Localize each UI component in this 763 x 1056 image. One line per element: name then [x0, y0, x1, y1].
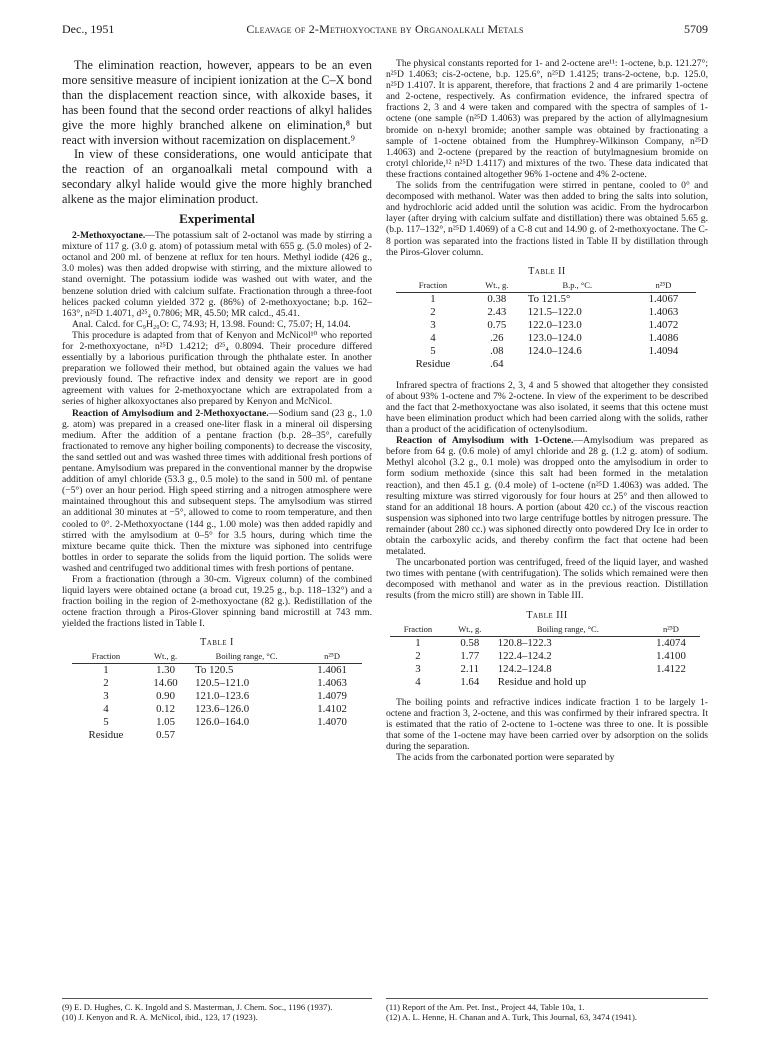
table-cell: 3: [103, 690, 109, 703]
table1-caption: Table I: [200, 637, 234, 649]
table-row: [396, 292, 696, 306]
table-cell: .64: [490, 357, 504, 370]
fractionation-paragraph: From a fractionation (through a 30-cm. Vigreux column) of the combined liquid layers were obtained octane (a broad cut, 19.25 g., b.p. 118–132°) and a fraction boiling in the region of 2-methoxyoctane (82 g.). Redistillation of the octene fraction through a Piros-Glover spinning band microstill at 743 mm. yielded the fractions listed in Table I.: [62, 573, 372, 630]
footnote-10: (10) J. Kenyon and R. A. McNicol, ibid., 123, 17 (1923).: [62, 1012, 258, 1023]
table-cell: 1: [415, 636, 421, 649]
left-column: [62, 58, 372, 742]
octene-reaction-paragraph: Reaction of Amylsodium with 1-Octene.—Amylsodium was prepared as before from 64 g. (0.6 mole) of amyl chloride and 28 g. (1.2 g. atom) of sodium. Methyl alcohol (3.2 g., 0.1 mole) was dropped onto the amylsodium in order to form sodium methoxide (since this salt had been formed in the metalation reaction), and then 45.1 g. (0.4 mole) of 1-octene (n²⁵D 1.4063) was added. The resulting mixture was stirred vigorously for four hours at 25° and then allowed to stand for an additional 18 hours. A portion (about 420 cc.) of the viscous reaction suspension was siphoned into two large centrifuge bottles by nitrogen pressure. The remainder (about 280 cc.) was siphoned directly onto powdered Dry Ice in order to obtain the carboxylic acids, and thereby confirm the fact that octene had been metalated.: [386, 435, 708, 558]
table-cell: 121.5–122.0: [527, 305, 582, 318]
table-cell: 121.0–123.6: [195, 690, 250, 703]
solids-paragraph: The solids from the centrifugation were stirred in pentane, cooled to 0° and decomposed with methanol. Water was then added to bring the salts into solution, and hydrochloric acid added until the solution was acidic. From the hydrocarbon layer (after drying with calcium sulfate and distillation) there was obtained 5.65 g. (b.p. 117–132°, n²⁵D 1.4069) of a C-8 cut and 14.90 g. of 2-methoxyoctane. The C-8 portion was separated into the fractions listed in Table II by distillation through the Piros-Glover column.: [386, 180, 708, 258]
footnote-11: (11) Report of the Am. Pet. Inst., Project 44, Table 10a, 1.: [386, 1002, 585, 1012]
methoxyoctane-paragraph: 2-Methoxyoctane.—The potassium salt of 2-octanol was made by stirring a mixture of 117 g. (3.0 g. atom) of potassium metal with 655 g. (5.0 moles) of 2-octanol and 200 ml. of benzene at reflux for ten hours. Methyl iodide (426 g., 3.0 moles) was then added dropwise with stirring, and the mixture allowed to stand overnight. The potassium iodide was washed out with water, and the benzene solution dried with calcium sulfate. Fractionation through a three-foot helices packed column yielded 372 g. (86%) of 2-methoxyoctane; b.p. 162–163°, n²⁵D 1.4071, d²⁵₄ 0.7806; MR, 45.50; MR calcd., 45.41.: [62, 230, 372, 319]
page-number: 5709: [684, 22, 708, 36]
footnote-9: (9) E. D. Hughes, C. K. Ingold and S. Masterman, J. Chem. Soc., 1196 (1937).: [62, 1002, 333, 1012]
table-cell: 4: [103, 703, 109, 716]
column-header: Fraction: [390, 624, 446, 637]
table-cell: 14.60: [153, 677, 178, 690]
table-1: [72, 651, 362, 742]
table-cell: 1.77: [460, 649, 480, 662]
table-row: [390, 650, 700, 663]
table-cell: 122.4–124.2: [497, 649, 552, 662]
infrared-paragraph: Infrared spectra of fractions 2, 3, 4 and 5 showed that altogether they consisted of about 93% 1-octene and 7% 2-octene. In view of the experiment to be described and the fact that 2-methoxyoctane was also isolated, it seems that this octene must have been elimination product which had been carried along with the solids, rather than a product of the acidification of octenylsodium.: [386, 379, 708, 436]
table-cell: 126.0–164.0: [195, 716, 250, 729]
column-header: Wt., g.: [470, 280, 524, 293]
table-cell: 1.4061: [317, 664, 347, 677]
table-row: [72, 690, 362, 703]
table-cell: 1.4072: [648, 318, 679, 331]
table-cell: [302, 729, 362, 742]
uncarbonated-paragraph: The uncarbonated portion was centrifuged, freed of the liquid layer, and washed two times with pentane (with centrifugation). The solids which remained were then decomposed with methanol and water as in the previous reaction. Distillation results (from the micro still) are shown in Table III.: [386, 557, 708, 602]
table-cell: [631, 358, 696, 371]
table-cell: 2: [415, 649, 421, 662]
column-header: Wt., g.: [140, 651, 191, 664]
amylsodium-paragraph: Reaction of Amylsodium and 2-Methoxyoctane.—Sodium sand (23 g., 1.0 g. atom) was prepared in a creased one-liter flask in a mineral oil dispersing medium. After the addition of a pentane fraction (b.p. 28–35°, carefully fractionated to remove any higher boiling components) to decrease the viscosity, the sand settled out and was washed three times with additional fresh portions of pentane. Amylsodium was prepared in the conventional manner by the dropwise addition of amyl chloride (53.3 g., 0.5 mole) to the sand in 500 ml. of pentane (−5°) over an hour period. High speed stirring and a nitrogen atmosphere were maintained throughout this and subsequent steps. The amylsodium was stirred an additional 30 minutes at −5°, allowed to come to room temperature, and then cooled to 0°. 2-Methoxyoctane (144 g., 1.00 mole) was then added rapidly and stirred with the amylsodium at 0–5° for 3.5 hours, during which time the mixture became quite thick. Then the mixture was siphoned into centrifuge bottles in order to separate the solids from the liquid portion. The solids were washed and centrifuged two additional times with fresh portions of pentane.: [62, 407, 372, 574]
table-cell: 1.30: [156, 664, 175, 677]
table-row: [390, 676, 700, 689]
table-row: [396, 306, 696, 319]
table-cell: .08: [490, 344, 504, 357]
footnotes-left: [62, 998, 372, 1023]
paragraph-title: Reaction of Amylsodium with 1-Octene.: [396, 435, 574, 447]
table-cell: 1: [103, 664, 109, 677]
paragraph-title: Reaction of Amylsodium and 2-Methoxyoctane.: [72, 407, 269, 419]
table-cell: 3: [415, 662, 421, 675]
table-row: [72, 664, 362, 678]
table-cell: 1.4067: [648, 292, 679, 305]
table-cell: 2: [430, 305, 436, 318]
column-header: Boiling range, °C.: [191, 651, 302, 664]
table-cell: 3: [430, 318, 436, 331]
intro-paragraph-1: The elimination reaction, however, appears to be an even more sensitive measure of incipient ionization at the C–X bond than the displacement reaction since, with alkoxide bases, it has been found that the second order reactions of alkyl halides give the more highly branched alkene on elimination,⁸ but react with inversion without racemization on displacement.⁹: [62, 58, 372, 147]
table-cell: 1.4063: [317, 677, 347, 690]
table-cell: .26: [490, 331, 504, 344]
table-cell: 1.4086: [648, 331, 679, 344]
procedure-paragraph: This procedure is adapted from that of Kenyon and McNicol¹⁰ who reported for 2-methoxyoctane, n²⁵D 1.4212; d²⁵₄ 0.8094. Their procedure differed essentially by a laborious purification through the phthalate ester. In another preparation we followed their method, but obtained again the values we had previously found. The refractive index and density we report are in good agreement with values for 2-methoxyoctane which are extrapolated from a series of higher alkoxyoctanes also prepared by Kenyon and McNicol.: [62, 329, 372, 408]
table-cell: 2.43: [487, 305, 507, 318]
table-cell: To 121.5°: [527, 292, 571, 305]
table-cell: Residue: [415, 357, 451, 370]
boiling-points-paragraph: The boiling points and refractive indices indicate fraction 1 to be largely 1-octene and fraction 3, 2-octene, and this was confirmed by their infrared spectra. It is estimated that the ratio of 2-octene to 1-octene was three to one. It is possible that some of the 1-octene may have been carried over by adsorption on the solids during the separation.: [386, 696, 708, 752]
table-cell: 1: [430, 292, 436, 305]
table-cell: 1.4074: [656, 636, 686, 649]
table-cell: 1.05: [156, 716, 175, 729]
table-cell: 1.64: [460, 675, 480, 688]
table-cell: 2: [103, 677, 109, 690]
table-cell: 124.2–124.8: [497, 662, 552, 675]
right-column: [386, 58, 708, 763]
footnote-12: (12) A. L. Henne, H. Chanan and A. Turk, This Journal, 63, 3474 (1941).: [386, 1012, 637, 1023]
header-title: Cleavage of 2-Methoxyoctane by Organoalkali Metals: [246, 22, 524, 36]
column-header: Fraction: [396, 280, 470, 293]
table2-caption: Table II: [528, 265, 566, 277]
table-cell: 1.4122: [656, 662, 686, 675]
table-cell: [524, 358, 631, 371]
table-cell: [191, 729, 302, 742]
column-header: B.p., °C.: [524, 280, 631, 293]
table-row: [72, 716, 362, 729]
table-cell: 1.4102: [317, 703, 347, 716]
table-row: [390, 663, 700, 676]
table-cell: 1.4079: [317, 690, 347, 703]
table-row: [72, 703, 362, 716]
table-cell: 0.12: [156, 703, 175, 716]
table-cell: 123.6–126.0: [195, 703, 250, 716]
table-cell: 120.8–122.3: [497, 636, 552, 649]
acids-paragraph: The acids from the carbonated portion were separated by: [396, 752, 615, 764]
paragraph-title: 2-Methoxyoctane.: [72, 230, 146, 242]
table-header-row: [390, 624, 700, 637]
table-cell: 5: [430, 344, 436, 357]
column-header: Boiling range, °C.: [494, 624, 642, 637]
table-row: [396, 319, 696, 332]
intro-text: [62, 58, 372, 207]
column-header: n²⁵D: [642, 624, 700, 637]
table-cell: 1.4063: [648, 305, 679, 318]
experimental-heading: Experimental: [179, 211, 255, 227]
table-row: [396, 358, 696, 371]
table-cell: 1.4070: [317, 716, 347, 729]
table-row: [396, 345, 696, 358]
column-header: n²⁵D: [631, 280, 696, 293]
table3-caption: Table III: [526, 609, 568, 621]
table-cell: 0.58: [460, 636, 480, 649]
column-header: Fraction: [72, 651, 140, 664]
table-cell: 123.0–124.0: [527, 331, 582, 344]
right-text-top: [386, 58, 708, 258]
table-cell: 2.11: [460, 662, 480, 675]
table-3: [390, 624, 700, 689]
table-cell: 0.90: [156, 690, 175, 703]
experimental-text: [62, 230, 372, 629]
table-cell: [642, 676, 700, 689]
table-cell: 120.5–121.0: [195, 677, 250, 690]
constants-paragraph: The physical constants reported for 1- and 2-octene are¹¹: 1-octene, b.p. 121.27°; n²⁵D 1.4063; cis-2-octene, b.p. 125.6°, n²⁵D 1.4125; trans-2-octene, b.p. 125.0, n²⁵D 1.4107. It is apparent, therefore, that fractions 2 and 4 are primarily 1-octene and 2-octene, respectively. As confirmation evidence, the infrared spectra of fractions 2, 3 and 4 were taken and compared with the spectra of samples of 1-octene (one sample (n²⁵D 1.4063) was prepared by the action of allylmagnesium bromide on n-hexyl bromide; another sample was obtained by fractionating a sample of 1-octene obtained from the Humphrey-Wilkinson Company, n²⁵D 1.4063) and 2-octene (prepared by the reaction of butylmagnesium bromide on crotyl chloride,¹² n²⁵D 1.4117) and mixtures of the two. These data indicated that these fractions contained altogether 96% 1-octene and 4% 2-octene.: [386, 58, 708, 180]
table-cell: 1.4094: [648, 344, 679, 357]
analysis-paragraph: Anal. Calcd. for C₉H₂₀O: C, 74.93; H, 13.98. Found: C, 75.07; H, 14.04.: [72, 318, 351, 330]
table-header-row: [396, 280, 696, 293]
table-cell: 124.0–124.6: [527, 344, 582, 357]
table-row: [72, 729, 362, 742]
table-row: [72, 677, 362, 690]
running-header: [62, 22, 708, 38]
table-header-row: [72, 651, 362, 664]
table-row: [396, 332, 696, 345]
right-text-mid: [386, 380, 708, 602]
column-header: n²⁵D: [302, 651, 362, 664]
table-cell: 4: [415, 675, 421, 688]
table-row: [390, 636, 700, 650]
table-cell: 0.38: [487, 292, 507, 305]
header-date: Dec., 1951: [62, 22, 115, 36]
table-cell: 5: [103, 716, 109, 729]
table-cell: Residue and hold up: [497, 675, 587, 688]
table-cell: 1.4100: [656, 649, 686, 662]
footnotes-right: [386, 998, 708, 1023]
table-cell: Residue: [88, 729, 124, 742]
table-cell: 0.75: [487, 318, 507, 331]
table-cell: 122.0–123.0: [527, 318, 582, 331]
table-cell: 0.57: [156, 729, 175, 742]
table-cell: To 120.5: [195, 664, 234, 677]
column-header: Wt., g.: [446, 624, 494, 637]
table-2: [396, 280, 696, 371]
right-text-bottom: [386, 697, 708, 764]
intro-paragraph-2: In view of these considerations, one would anticipate that the reaction of an organoalkali metal compound with a secondary alkyl halide would give the more highly branched alkene as the major elimination product.: [62, 147, 372, 207]
table-cell: 4: [430, 331, 436, 344]
